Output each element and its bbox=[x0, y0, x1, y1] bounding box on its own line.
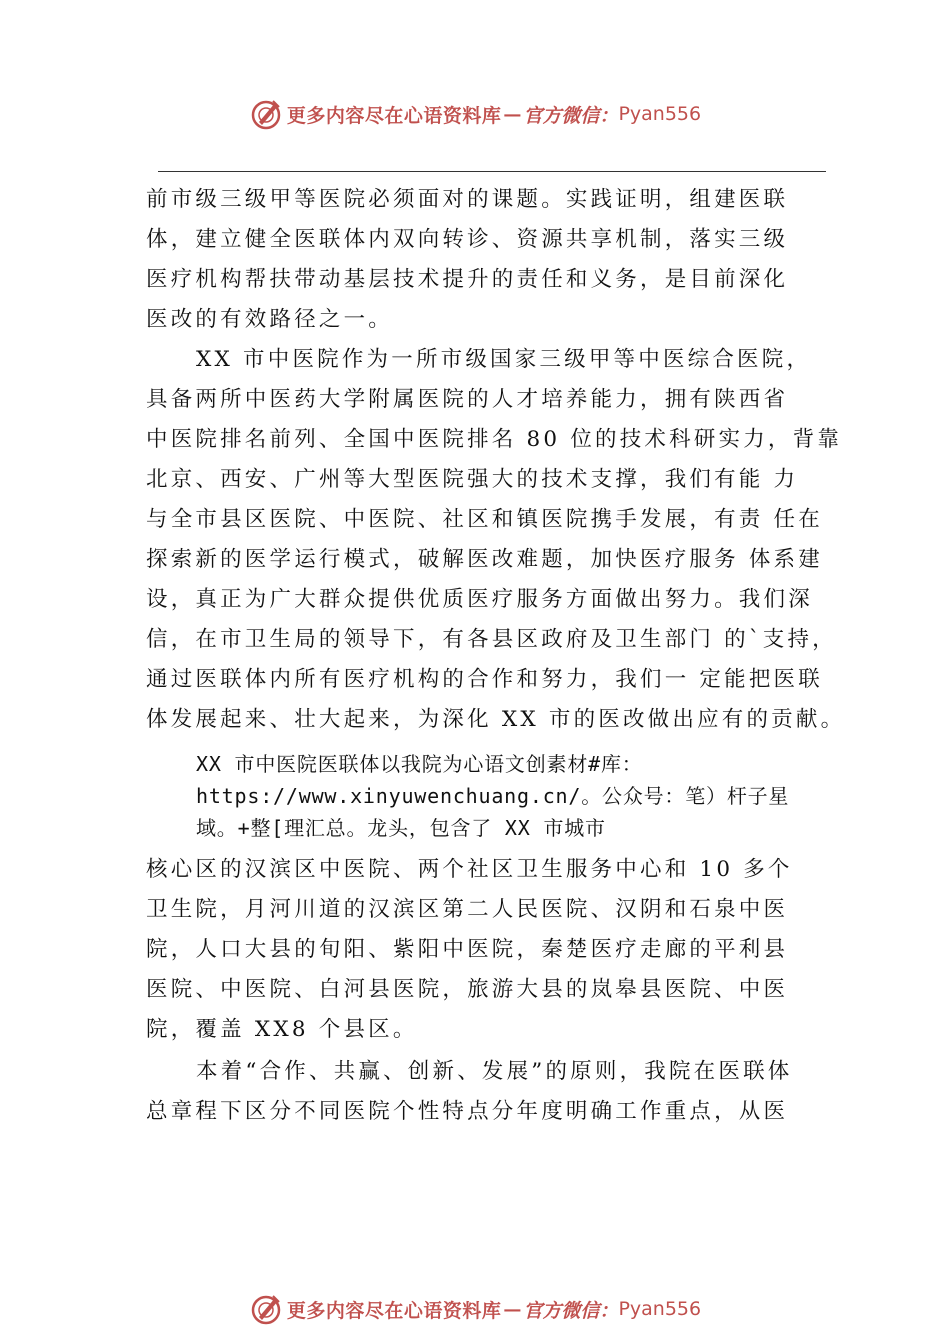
text-line: XX 市中医院作为一所市级国家三级甲等中医综合医院， bbox=[196, 347, 812, 372]
text-line: XX 市中医院医联体以我院为心语文创素材#库： bbox=[196, 752, 643, 776]
banner-separator: — bbox=[503, 1298, 522, 1320]
text-line: 中医院排名前列、全国中医院排名 80 位的技术科研实力，背靠 bbox=[146, 427, 843, 452]
banner-contact-id: Pyan556 bbox=[618, 1298, 702, 1320]
text-line: 探索新的医学运行模式，破解医改难题，加快医疗服务 体系建 bbox=[146, 547, 823, 572]
text-line: 医院、中医院、白河县医院，旅游大县的岚皋县医院、中医 bbox=[146, 977, 789, 1002]
text-line: 通过医联体内所有医疗机构的合作和努力，我们一 定能把医联 bbox=[146, 667, 823, 692]
text-line: 医改的有效路径之一。 bbox=[146, 307, 394, 332]
text-line: 域。+整[理汇总。龙头，包含了 XX 市城市 bbox=[196, 816, 606, 840]
text-line: 体，建立健全医联体内双向转诊、资源共享机制，落实三级 bbox=[146, 227, 789, 252]
banner-contact-id: Pyan556 bbox=[618, 103, 702, 125]
logo-icon bbox=[249, 97, 283, 131]
text-line: 医疗机构帮扶带动基层技术提升的责任和义务，是目前深化 bbox=[146, 267, 789, 292]
paragraph-1 bbox=[146, 180, 846, 340]
text-line: 与全市县区医院、中医院、社区和镇医院携手发展，有责 任在 bbox=[146, 507, 823, 532]
text-line: 体发展起来、壮大起来，为深化 XX 市的医改做出应有的贡献。 bbox=[146, 707, 846, 732]
text-line: 本着“合作、共赢、创新、发展”的原则，我院在医联体 bbox=[196, 1059, 793, 1084]
paragraph-4 bbox=[146, 1052, 846, 1132]
text-line: 院，覆盖 XX8 个县区。 bbox=[146, 1017, 418, 1042]
text-line: 核心区的汉滨区中医院、两个社区卫生服务中心和 10 多个 bbox=[146, 857, 793, 882]
header-banner bbox=[0, 94, 950, 134]
text-line: 信，在市卫生局的领导下，有各县区政府及卫生部门 的`支持， bbox=[146, 627, 837, 652]
text-line: 卫生院，月河川道的汉滨区第二人民医院、汉阴和石泉中医 bbox=[146, 897, 789, 922]
paragraph-3-mono bbox=[146, 748, 846, 844]
text-line: 北京、西安、广州等大型医院强大的技术支撑，我们有能 力 bbox=[146, 467, 799, 492]
header-divider bbox=[158, 171, 826, 172]
text-line: 院，人口大县的旬阳、紫阳中医院，秦楚医疗走廊的平利县 bbox=[146, 937, 789, 962]
paragraph-3-continued bbox=[146, 850, 846, 1050]
paragraph-2 bbox=[146, 340, 846, 740]
banner-separator: — bbox=[503, 103, 522, 125]
banner-title: 更多内容尽在心语资料库 bbox=[286, 1299, 502, 1322]
text-line: https://www.xinyuwenchuang.cn/。公众号：笔）杆子星 bbox=[196, 784, 790, 808]
banner-contact-label: 官方微信： bbox=[523, 1299, 619, 1322]
text-line: 具备两所中医药大学附属医院的人才培养能力，拥有陕西省 bbox=[146, 387, 789, 412]
banner-contact-label: 官方微信： bbox=[523, 104, 619, 127]
text-line: 前市级三级甲等医院必须面对的课题。实践证明，组建医联 bbox=[146, 187, 789, 212]
banner-title: 更多内容尽在心语资料库 bbox=[286, 104, 502, 127]
text-line: 设，真正为广大群众提供优质医疗服务方面做出努力。我们深 bbox=[146, 587, 813, 612]
footer-banner bbox=[0, 1289, 950, 1329]
text-line: 总章程下区分不同医院个性特点分年度明确工作重点，从医 bbox=[146, 1099, 789, 1124]
document-body bbox=[146, 180, 846, 1132]
logo-icon bbox=[249, 1292, 283, 1326]
